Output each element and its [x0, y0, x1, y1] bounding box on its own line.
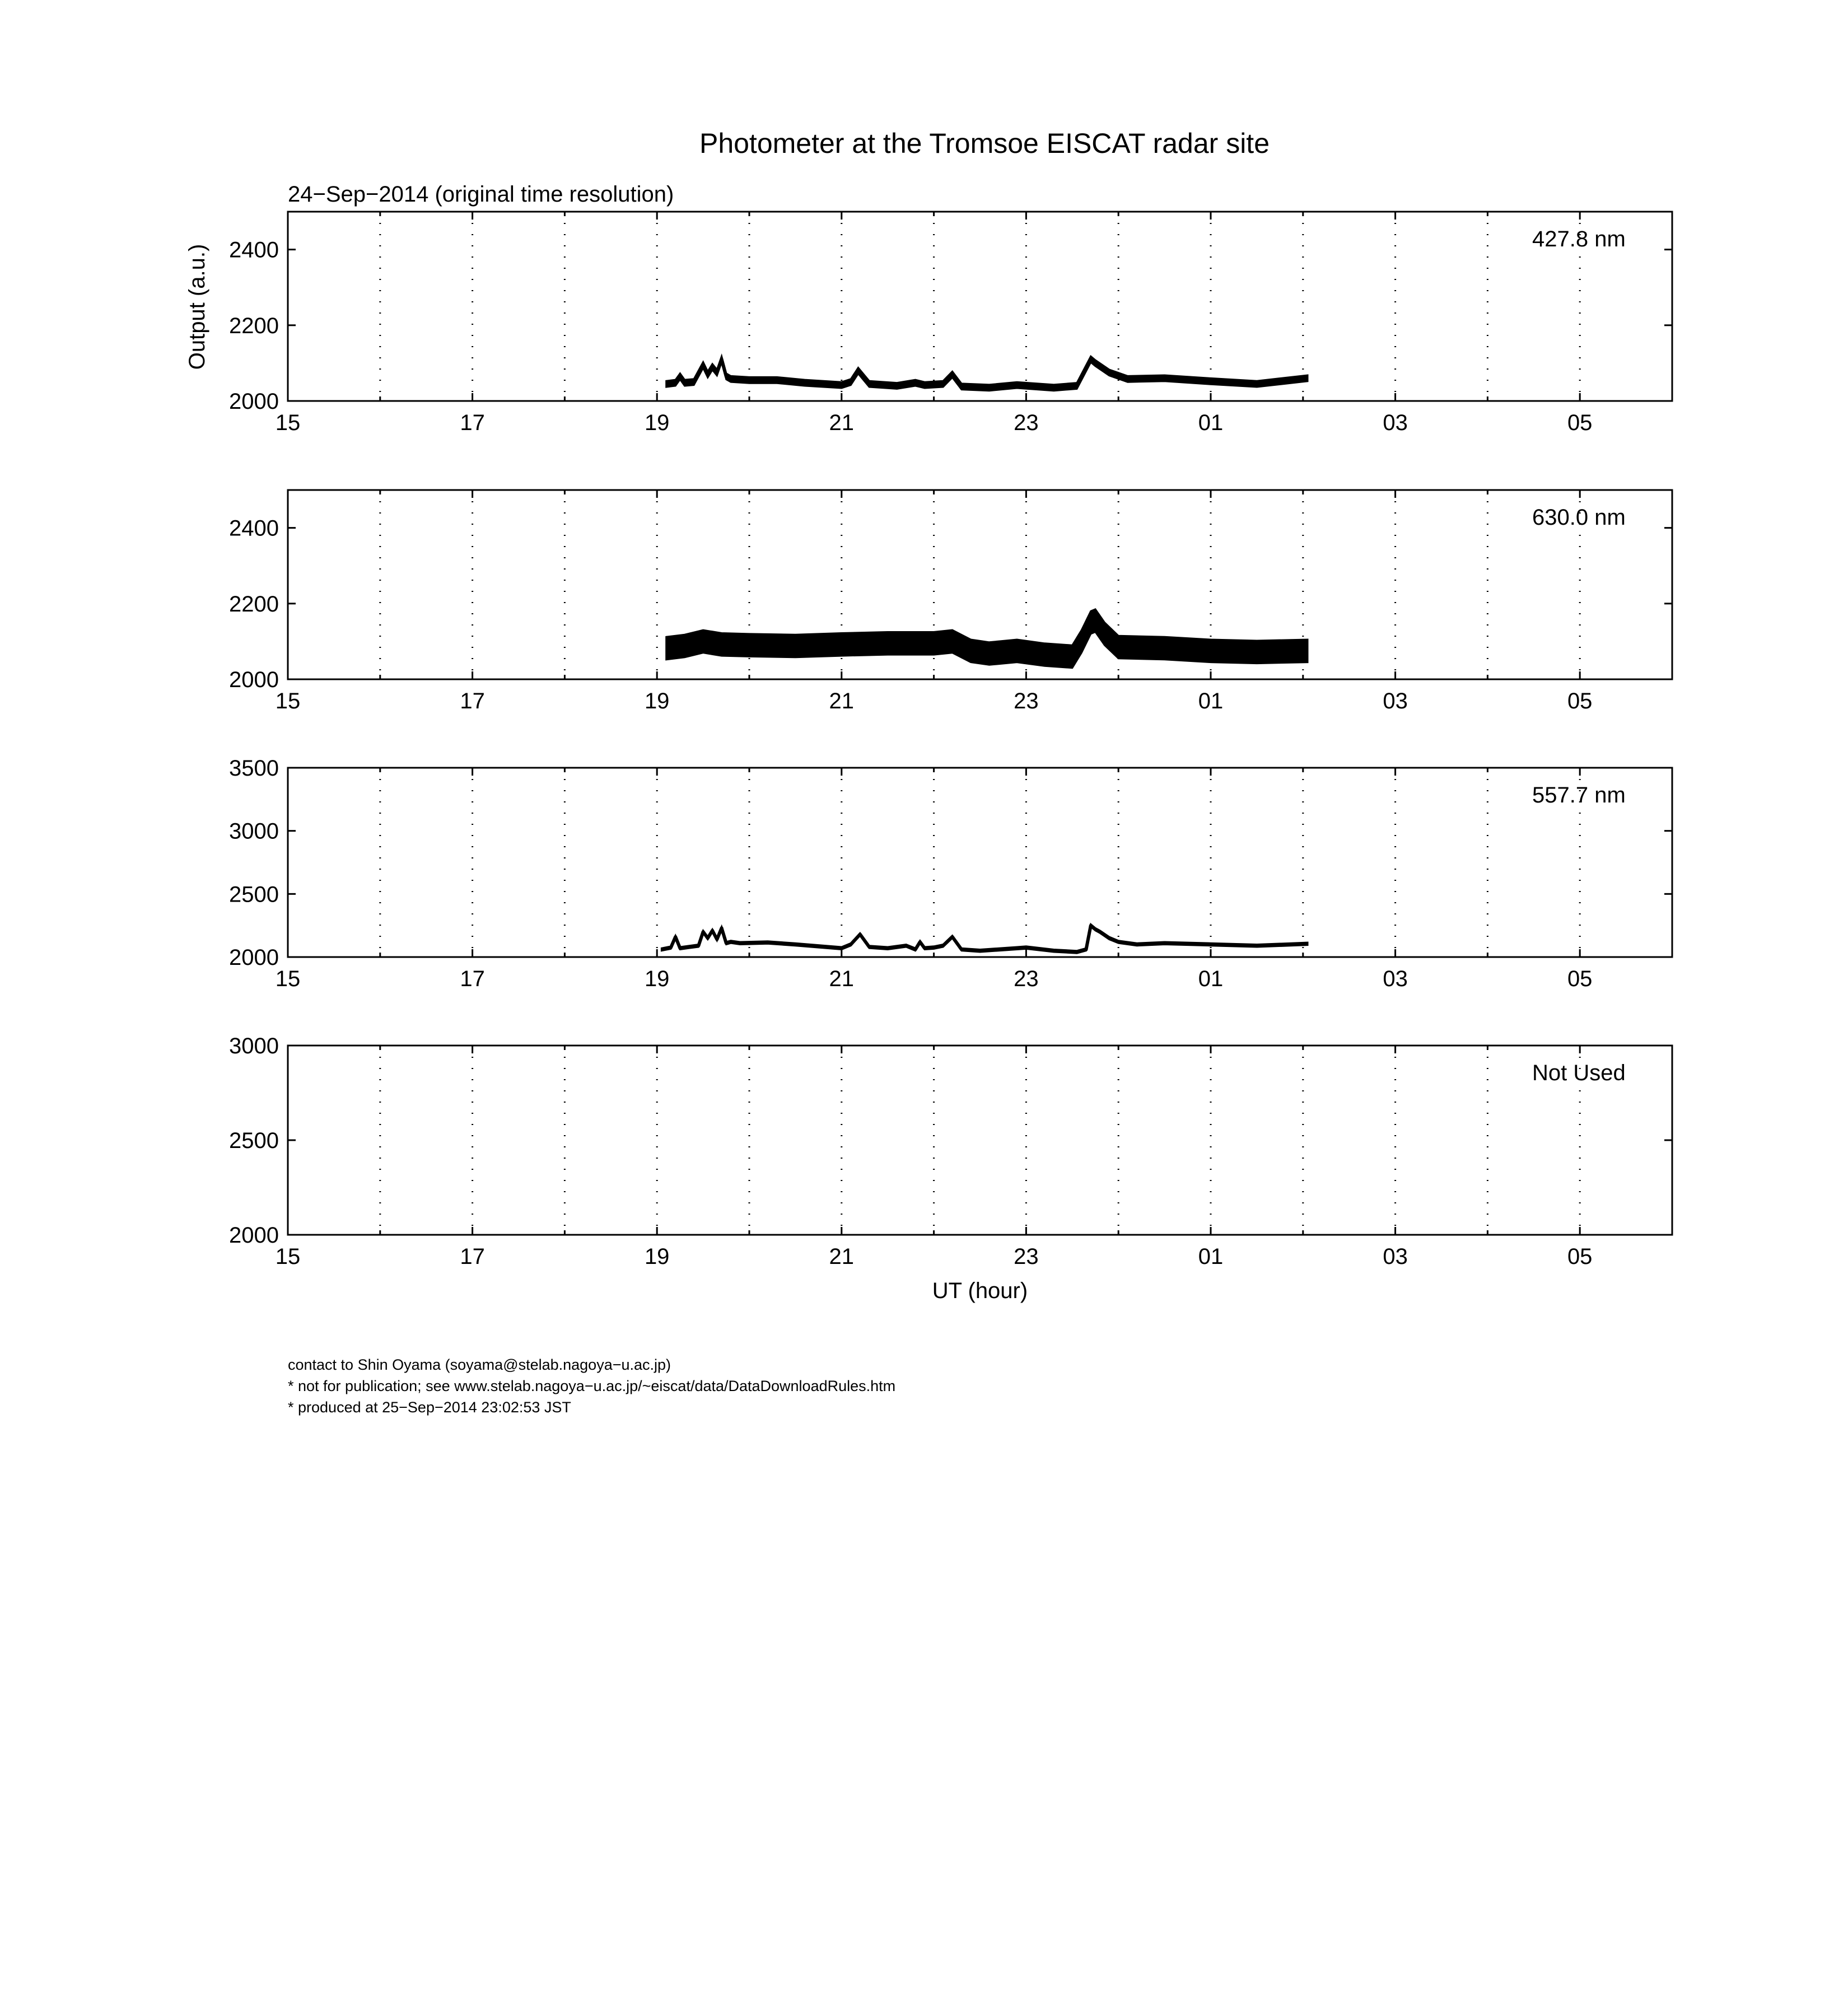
x-tick-label: 17 [460, 1244, 485, 1269]
y-tick-label: 2500 [229, 1128, 279, 1153]
panel-wavelength-label: 557.7 nm [1532, 783, 1626, 808]
x-tick-label: 17 [460, 689, 485, 713]
x-tick-label: 19 [644, 410, 670, 435]
x-tick-label: 15 [275, 967, 301, 991]
y-axis-label: Output (a.u.) [185, 244, 209, 370]
x-tick-label: 19 [644, 967, 670, 991]
y-tick-label: 2000 [229, 389, 279, 414]
x-tick-label: 15 [275, 410, 301, 435]
x-tick-label: 05 [1567, 967, 1593, 991]
y-tick-label: 2000 [229, 668, 279, 692]
x-tick-label: 21 [829, 1244, 855, 1269]
x-tick-label: 05 [1567, 1244, 1593, 1269]
x-tick-label: 15 [275, 1244, 301, 1269]
x-tick-label: 23 [1014, 1244, 1039, 1269]
x-tick-label: 01 [1198, 689, 1224, 713]
y-tick-label: 2200 [229, 313, 279, 338]
y-tick-label: 2400 [229, 237, 279, 263]
panels-group [229, 212, 1672, 1269]
chart-title: Photometer at the Tromsoe EISCAT radar site [699, 128, 1270, 159]
x-tick-label: 03 [1383, 689, 1408, 713]
x-tick-label: 01 [1198, 967, 1224, 991]
x-tick-label: 19 [644, 1244, 670, 1269]
series-noise-band [666, 609, 1308, 668]
x-tick-label: 21 [829, 410, 855, 435]
footer-contact: contact to Shin Oyama (soyama@stelab.nagoya−u.ac.jp) [288, 1356, 671, 1373]
panel-3 [229, 756, 1672, 991]
x-axis-label: UT (hour) [932, 1278, 1028, 1303]
panel-frame [288, 1046, 1672, 1235]
y-tick-label: 3500 [229, 756, 279, 781]
x-tick-label: 23 [1014, 967, 1039, 991]
x-tick-label: 21 [829, 689, 855, 713]
series-noise-band [666, 356, 1308, 391]
x-tick-label: 21 [829, 967, 855, 991]
y-tick-label: 2400 [229, 516, 279, 541]
y-tick-label: 2500 [229, 882, 279, 907]
panel-wavelength-label: 427.8 nm [1532, 227, 1626, 251]
footer-publication-note: * not for publication; see www.stelab.nagoya−u.ac.jp/~eiscat/data/DataDownloadRules.htm [288, 1378, 896, 1394]
x-tick-label: 01 [1198, 410, 1224, 435]
y-tick-label: 3000 [229, 819, 279, 844]
x-tick-label: 03 [1383, 967, 1408, 991]
chart-subtitle: 24−Sep−2014 (original time resolution) [288, 182, 674, 207]
x-tick-label: 05 [1567, 410, 1593, 435]
y-tick-label: 2200 [229, 591, 279, 617]
y-tick-label: 2000 [229, 945, 279, 970]
x-tick-label: 19 [644, 689, 670, 713]
x-tick-label: 23 [1014, 410, 1039, 435]
x-tick-label: 15 [275, 689, 301, 713]
x-tick-label: 17 [460, 967, 485, 991]
x-tick-label: 03 [1383, 1244, 1408, 1269]
x-tick-label: 17 [460, 410, 485, 435]
panel-4 [229, 1034, 1672, 1269]
panel-1 [229, 212, 1672, 435]
panel-wavelength-label: 630.0 nm [1532, 505, 1626, 530]
panel-wavelength-label: Not Used [1532, 1061, 1626, 1085]
x-tick-label: 01 [1198, 1244, 1224, 1269]
panel-frame [288, 212, 1672, 401]
x-tick-label: 23 [1014, 689, 1039, 713]
x-tick-label: 05 [1567, 689, 1593, 713]
y-tick-label: 3000 [229, 1034, 279, 1058]
panel-frame [288, 768, 1672, 957]
x-tick-label: 03 [1383, 410, 1408, 435]
panel-2 [229, 490, 1672, 713]
y-tick-label: 2000 [229, 1223, 279, 1248]
footer-produced-time: * produced at 25−Sep−2014 23:02:53 JST [288, 1399, 571, 1416]
